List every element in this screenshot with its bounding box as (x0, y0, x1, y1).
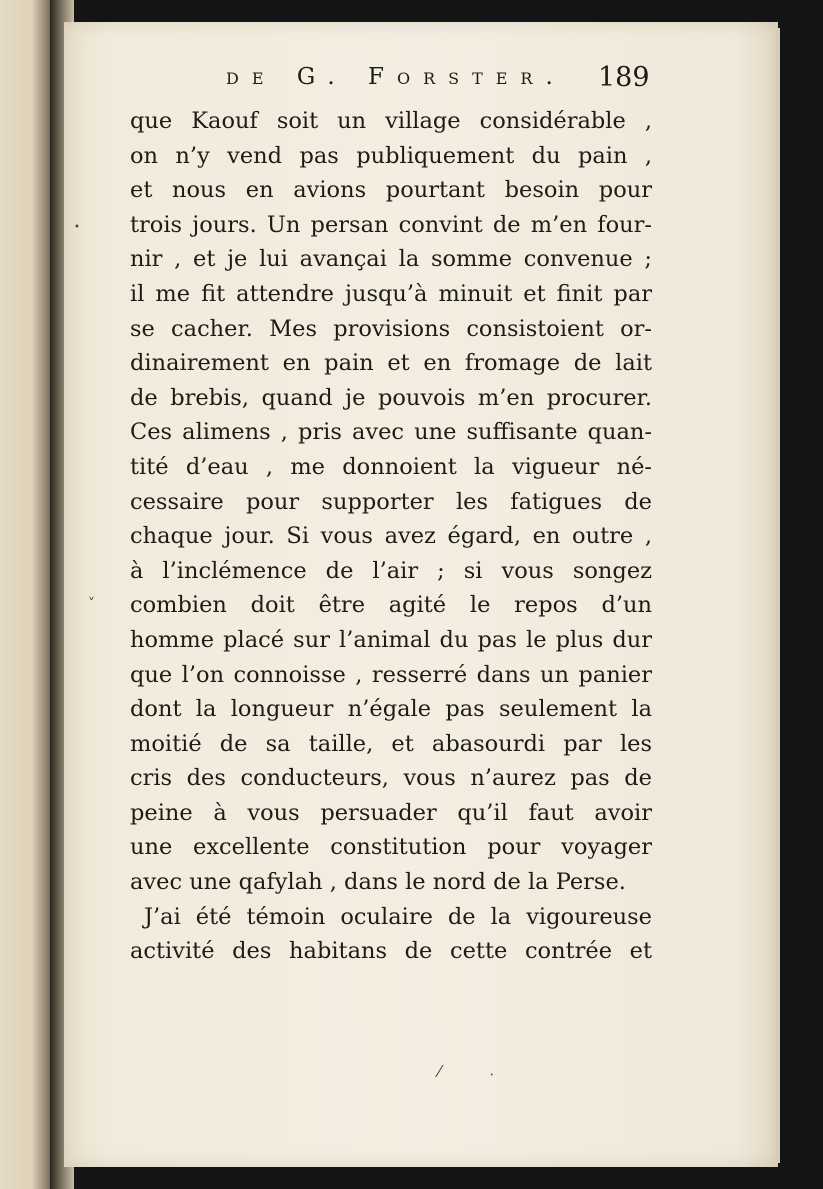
text-line: nir , et je lui avançai la somme convenue ; (130, 246, 652, 273)
text-line: Ces alimens , pris avec une suffisante quan- (130, 419, 652, 446)
text-line: on n’y vend pas publiquement du pain , (130, 142, 652, 169)
text-line: dont la longueur n’égale pas seulement la (130, 696, 652, 723)
page-number: 189 (598, 62, 650, 93)
running-head-title: de G. Forster. (226, 64, 566, 90)
body-text (130, 104, 652, 969)
text-line: que Kaouf soit un village considérable , (130, 108, 652, 134)
page-edge (776, 28, 780, 1163)
text-line: avec une qafylah , dans le nord de la Perse. (130, 869, 626, 896)
text-line: trois jours. Un persan convint de m’en four- (130, 211, 652, 238)
margin-speck: • (74, 222, 80, 233)
text-line: combien doit être agité le repos d’un (130, 592, 652, 619)
text-line: activité des habitans de cette contrée et (130, 938, 652, 965)
running-head (156, 62, 656, 106)
text-line: et nous en avions pourtant besoin pour (130, 177, 652, 204)
text-line: peine à vous persuader qu’il faut avoir (130, 799, 652, 826)
margin-speck: ˅ (88, 596, 95, 612)
text-line: cris des conducteurs, vous n’aurez pas de (130, 765, 652, 792)
text-line: tité d’eau , me donnoient la vigueur né- (130, 453, 652, 480)
text-line: cessaire pour supporter les fatigues de (130, 488, 652, 515)
text-line: homme placé sur l’animal du pas le plus dur (130, 626, 652, 653)
text-line: il me fit attendre jusqu’à minuit et finit par (130, 280, 652, 307)
text-line: une excellente constitution pour voyager (130, 834, 652, 861)
text-line: J’ai été témoin oculaire de la vigoureuse (144, 903, 652, 930)
text-line: moitié de sa taille, et abasourdi par les (130, 730, 652, 757)
text-line: à l’inclémence de l’air ; si vous songez (130, 557, 652, 584)
text-line: chaque jour. Si vous avez égard, en outre , (130, 523, 652, 550)
margin-speck: ⁄ (438, 1062, 441, 1081)
text-line: que l’on connoisse , resserré dans un panier (130, 661, 652, 688)
text-line: dinairement en pain et en fromage de lait (130, 350, 652, 377)
margin-speck: • (490, 1072, 494, 1079)
text-line: se cacher. Mes provisions consistoient or- (130, 315, 652, 342)
text-line: de brebis, quand je pouvois m’en procurer. (130, 384, 652, 411)
